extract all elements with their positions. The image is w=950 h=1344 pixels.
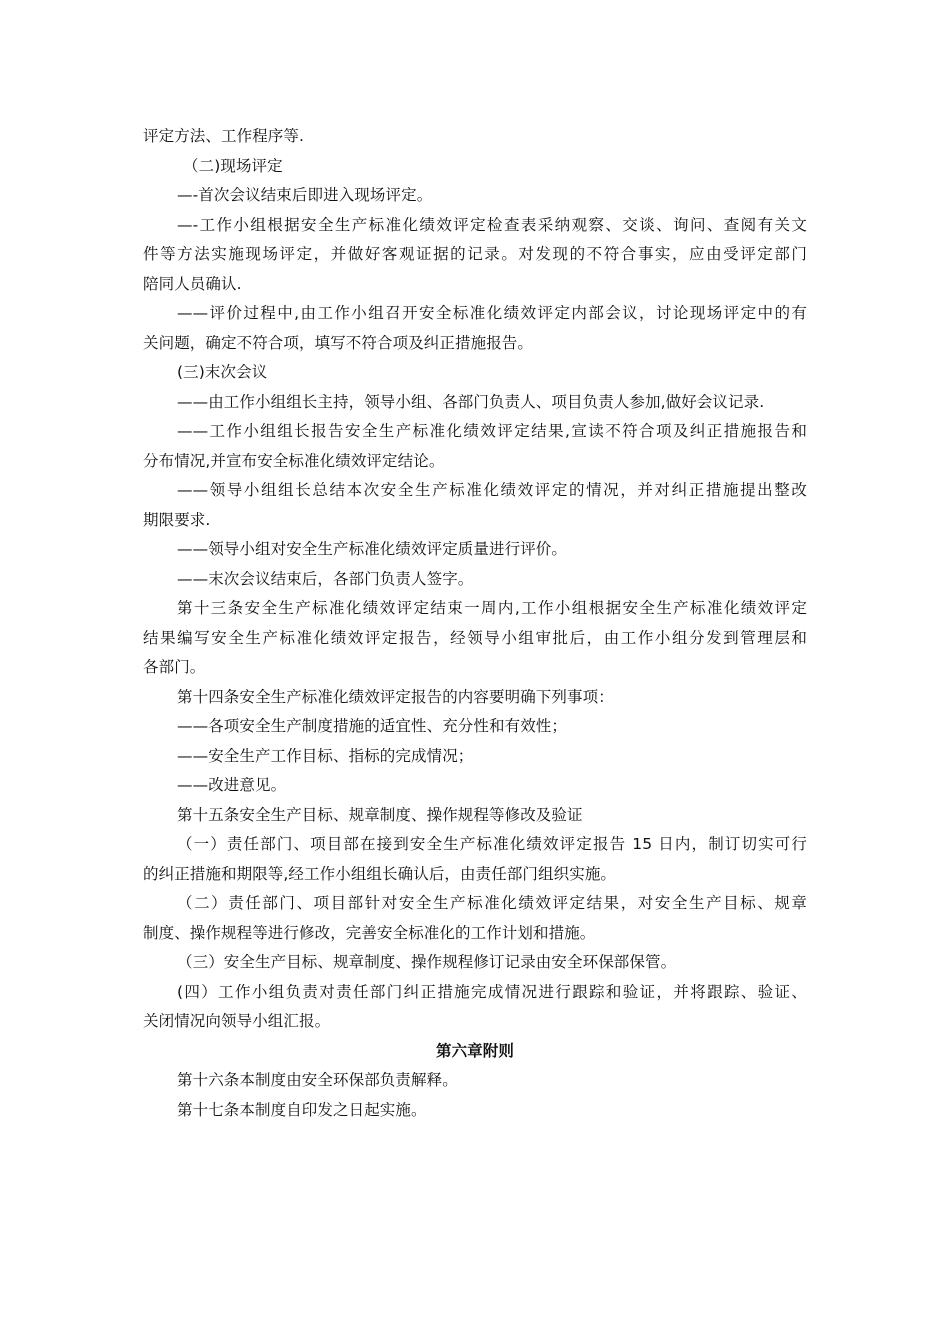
article-line: 第十三条安全生产标准化绩效评定结束一周内,工作小组根据安全生产标准化绩效评定	[177, 599, 807, 617]
chapter-heading: 第六章附则	[435, 1041, 514, 1060]
text-line: 陪同人员确认.	[143, 274, 242, 293]
text-line: ——各项安全生产制度措施的适宜性、充分性和有效性；	[177, 717, 568, 735]
article-line: 第十四条安全生产标准化绩效评定报告的内容要明确下列事项：	[177, 687, 614, 706]
text-line: (四）工作小组负责对责任部门纠正措施完成情况进行跟踪和验证，并将跟踪、验证、	[177, 982, 807, 1001]
section-heading-line: （二)现场评定	[183, 156, 283, 175]
text-line: 结果编写安全生产标准化绩效评定报告，经领导小组审批后，由工作小组分发到管理层和	[143, 628, 807, 647]
text-line: 评定方法、工作程序等.	[143, 127, 305, 145]
text-line: 关问题，确定不符合项，填写不符合项及纠正措施报告。	[143, 333, 534, 352]
text-line: ——评价过程中,由工作小组召开安全标准化绩效评定内部会议，讨论现场评定中的有	[177, 304, 807, 322]
document-body	[143, 122, 807, 1125]
text-line: ——领导小组组长总结本次安全生产标准化绩效评定的情况，并对纠正措施提出整改	[177, 481, 807, 499]
text-line: ——由工作小组组长主持，领导小组、各部门负责人、项目负责人参加,做好会议记录.	[177, 392, 765, 411]
text-line: （三）安全生产目标、规章制度、操作规程修订记录由安全环保部保管。	[177, 953, 677, 971]
text-line: —-工作小组根据安全生产标准化绩效评定检查表采纳观察、交谈、询问、查阅有关文	[177, 215, 807, 234]
section-heading-line: (三)末次会议	[177, 363, 268, 381]
text-line: 关闭情况向领导小组汇报。	[143, 1012, 331, 1030]
text-line: ——改进意见。	[177, 776, 287, 794]
text-line: —-首次会议结束后即进入现场评定。	[177, 186, 433, 204]
text-line: （一）责任部门、项目部在接到安全生产标准化绩效评定报告 15 日内，制订切实可行	[177, 835, 807, 853]
text-line: ——安全生产工作目标、指标的完成情况；	[177, 746, 474, 765]
text-line: （二）责任部门、项目部针对安全生产标准化绩效评定结果，对安全生产目标、规章	[177, 894, 807, 912]
text-line: ——领导小组对安全生产标准化绩效评定质量进行评价。	[177, 540, 568, 558]
article-line: 第十五条安全生产目标、规章制度、操作规程等修改及验证	[177, 805, 583, 824]
text-line: 期限要求.	[143, 510, 211, 529]
text-line: ——工作小组组长报告安全生产标准化绩效评定结果,宣读不符合项及纠正措施报告和	[177, 422, 807, 440]
article-line: 第十六条本制度由安全环保部负责解释。	[177, 1071, 458, 1089]
article-line: 第十七条本制度自印发之日起实施。	[177, 1100, 427, 1119]
text-line: 各部门。	[143, 658, 206, 676]
text-line: 件等方法实施现场评定，并做好客观证据的记录。对发现的不符合事实，应由受评定部门	[143, 245, 807, 263]
text-line: 的纠正措施和期限等,经工作小组组长确认后，由责任部门组织实施。	[143, 864, 617, 883]
text-line: 分布情况,并宣布安全标准化绩效评定结论。	[143, 451, 445, 470]
text-line: ——末次会议结束后，各部门负责人签字。	[177, 569, 474, 588]
text-line: 制度、操作规程等进行修改，完善安全标准化的工作计划和措施。	[143, 923, 596, 942]
